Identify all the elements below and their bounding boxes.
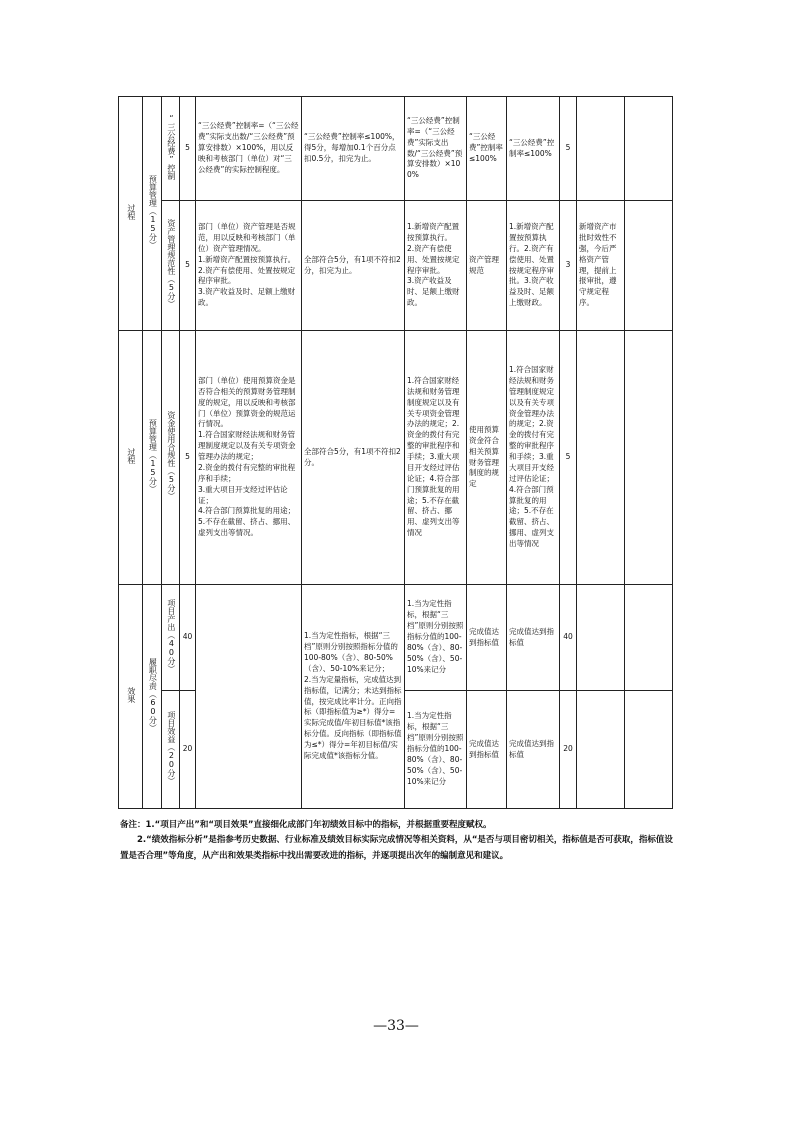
target-cell: 完成值达到指标值 bbox=[467, 585, 507, 691]
empty-cell bbox=[625, 585, 673, 691]
method-cell: 全部符合5分，有1项不符扣2分。 bbox=[302, 331, 405, 585]
analysis-cell bbox=[577, 331, 625, 585]
empty-cell bbox=[625, 331, 673, 585]
analysis-cell: 新增资产市批时效性不强，今后严格资产管理，提前上报审批，遵守规定程序。 bbox=[577, 201, 625, 331]
empty-cell bbox=[625, 97, 673, 201]
score-cell: 5 bbox=[180, 97, 196, 201]
empty-cell bbox=[625, 691, 673, 809]
level3-cell: 资产管理规范性（5分） bbox=[162, 201, 180, 331]
definition-cell: “三公经费”控制率=（“三公经费”实际支出数/“三公经费”预算安排数）×100%，用以反映和考核部门（单位）对“三公经费”的实际控制程度。 bbox=[196, 97, 302, 201]
analysis-cell bbox=[577, 691, 625, 809]
method-cell: “三公经费”控制率≤100%，得5分，每增加0.1个百分点扣0.5分，扣完为止。 bbox=[302, 97, 405, 201]
definition-cell bbox=[196, 585, 302, 809]
points-cell: 20 bbox=[560, 691, 577, 809]
source-cell: 1.当为定性指标，根据“三档”原则分别按照指标分值的100-80%（含）、80-50%（含）、50-10%来记分 bbox=[405, 691, 467, 809]
source-cell: 1.符合国家财经法规和财务管理制度规定以及有关专项资金管理办法的规定；2.资金的拨付有完整的审批程序和手续；3.重大项目开支经过评估论证；4.符合部门预算批复的用途；5.不存在截留、挤占、挪用、虚列支出等情况 bbox=[405, 331, 467, 585]
actual-cell: 1.新增资产配置按预算执行。2.资产有偿使用、处置按规定程序审批。3.资产收益及时、足额上缴财政。 bbox=[507, 201, 560, 331]
actual-cell: 1.符合国家财经法规和财务管理制度规定以及有关专项资金管理办法的规定；2.资金的拨付有完整的审批程序和手续；3.重大项目开支经过评估论证；4.符合部门预算批复的用途；5.不存在截留、挤占、挪用、虚列支出等情况 bbox=[507, 331, 560, 585]
points-cell: 3 bbox=[560, 201, 577, 331]
table-row bbox=[119, 585, 673, 691]
table-row bbox=[119, 331, 673, 585]
analysis-cell bbox=[577, 585, 625, 691]
note-line-2: 2.“绩效指标分析”是指参考历史数据、行业标准及绩效目标实际完成情况等相关资料，从“是否与项目密切相关，指标值是否可获取，指标值设置是否合理”等角度，从产出和效果类指标中找出需要改进的指标，并逐项提出次年的编制意见和建议。 bbox=[120, 835, 673, 861]
source-cell: 1.当为定性指标，根据“三档”原则分别按照指标分值的100-80%（含）、80-50%（含）、50-10%来记分 bbox=[405, 585, 467, 691]
level3-cell: “三公经费”控制 bbox=[162, 97, 180, 201]
definition-cell: 部门（单位）使用预算资金是否符合相关的预算财务管理制度的规定，用以反映和考核部门（单位）预算资金的规范运行情况。 1.符合国家财经法规和财务管理制度规定以及有关专项资金管理办法的规定； 2.资金的拨付有完整的审批程序和手续； 3.重大项目开支经过评估论证； 4.符合部门预算批复的用途； 5.不存在截留、挤占、挪用、虚列支出等情况。 bbox=[196, 331, 302, 585]
notes bbox=[120, 818, 680, 864]
evaluation-table bbox=[118, 96, 673, 809]
target-cell: “三公经费”控制率≤100% bbox=[467, 97, 507, 201]
score-cell: 20 bbox=[180, 691, 196, 809]
score-cell: 5 bbox=[180, 201, 196, 331]
score-cell: 5 bbox=[180, 331, 196, 585]
level2-cell: 预算管理（15分） bbox=[143, 97, 162, 331]
definition-cell: 部门（单位）资产管理是否规范，用以反映和考核部门（单位）资产管理情况。 1.新增资产配置按预算执行。 2.资产有偿使用、处置按规定程序审批。 3.资产收益及时、足额上缴财政。 bbox=[196, 201, 302, 331]
target-cell: 资产管理规范 bbox=[467, 201, 507, 331]
table-row bbox=[119, 201, 673, 331]
analysis-cell bbox=[577, 97, 625, 201]
empty-cell bbox=[625, 201, 673, 331]
level1-cell: 效果 bbox=[119, 585, 143, 809]
level3-cell: 资金使用合规性（5分） bbox=[162, 331, 180, 585]
actual-cell: 完成值达到指标值 bbox=[507, 585, 560, 691]
target-cell: 完成值达到指标值 bbox=[467, 691, 507, 809]
method-cell: 1.当为定性指标，根据“三档”原则分别按照指标分值的100-80%（含）、80-50%（含）、50-10%来记分； 2.当为定量指标，完成值达到指标值，记满分；未达到指标值，按完成比率计分。正向指标（即指标值为≥*）得分=实际完成值/年初目标值*该指标分值。反向指标（即指标值为≤*）得分=年初目标值/实际完成值*该指标分值。 bbox=[302, 585, 405, 809]
points-cell: 5 bbox=[560, 97, 577, 201]
page-number: —33— bbox=[373, 1018, 419, 1034]
note-line-1: 备注：1.“项目产出”和“项目效果”直接细化成部门年初绩效目标中的指标，并根据重要程度赋权。 bbox=[120, 820, 492, 830]
points-cell: 40 bbox=[560, 585, 577, 691]
level1-cell: 过程 bbox=[119, 331, 143, 585]
score-cell: 40 bbox=[180, 585, 196, 691]
source-cell: “三公经费”控制率=（“三公经费”实际支出数/“三公经费”预算安排数）×100% bbox=[405, 97, 467, 201]
level2-cell: 履职尽责（60分） bbox=[143, 585, 162, 809]
level3-cell: 项目效益（20分） bbox=[162, 691, 180, 809]
level1-cell: 过程 bbox=[119, 97, 143, 331]
source-cell: 1.新增资产配置按预算执行。 2.资产有偿使用、处置按规定程序审批。 3.资产收益及时、足额上缴财政。 bbox=[405, 201, 467, 331]
points-cell: 5 bbox=[560, 331, 577, 585]
level2-cell: 预算管理（15分） bbox=[143, 331, 162, 585]
method-cell: 全部符合5分，有1项不符扣2分，扣完为止。 bbox=[302, 201, 405, 331]
actual-cell: 完成值达到指标值 bbox=[507, 691, 560, 809]
level3-cell: 项目产出（40分） bbox=[162, 585, 180, 691]
table-row bbox=[119, 97, 673, 201]
actual-cell: “三公经费”控制率≤100% bbox=[507, 97, 560, 201]
target-cell: 使用预算资金符合相关预算财务管理制度的规定 bbox=[467, 331, 507, 585]
